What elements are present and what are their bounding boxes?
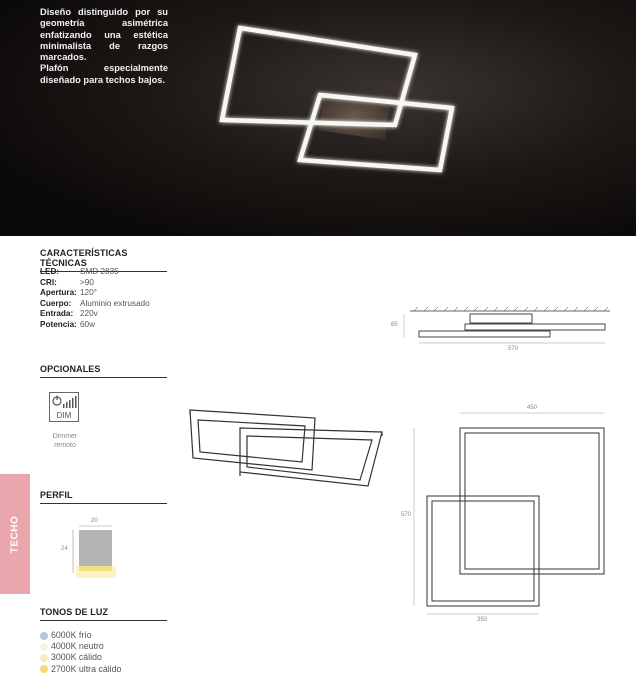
dimmer-caption-line: Dimmer — [52, 433, 78, 440]
tone-label: 3000K cálido — [51, 652, 102, 663]
dimmer-icon — [49, 392, 79, 422]
spec-row-cuerpo — [40, 299, 150, 310]
spec-value: SMD 2835 — [80, 267, 119, 276]
tone-swatch — [40, 665, 48, 673]
profile-width-label: 20 — [91, 518, 98, 524]
spec-label: LED: — [40, 267, 60, 276]
spec-value: 220v — [80, 309, 98, 319]
spec-label: Entrada: — [40, 309, 74, 319]
side-width-label: 570 — [508, 346, 519, 352]
tone-swatch — [40, 654, 48, 662]
specs-title: CARACTERÍSTICAS TÉCNICAS — [40, 248, 167, 272]
spec-label: Apertura: — [40, 288, 77, 298]
hero-description-text: Diseño distinguido por su geometría asimétrica enfatizando una estética minimalista de razgos marcados. — [40, 7, 168, 63]
category-tab-label: TECHO — [9, 515, 21, 553]
side-height-label: 65 — [391, 322, 398, 328]
tone-swatch — [40, 643, 48, 651]
tone-item-3000k — [40, 652, 121, 663]
hero-description — [40, 7, 168, 86]
spec-row-entrada — [40, 309, 150, 320]
tone-item-4000k — [40, 641, 121, 652]
spec-value: >90 — [80, 277, 94, 287]
spec-label: Cuerpo: — [40, 298, 72, 308]
tone-label: 6000K frío — [51, 630, 92, 640]
spec-value: 120° — [80, 288, 97, 298]
hero-banner — [0, 0, 636, 236]
top-height-label: 570 — [401, 512, 412, 518]
tones-title: TONOS DE LUZ — [40, 607, 167, 621]
profile-height-label: 24 — [61, 546, 68, 552]
tone-swatch — [40, 632, 48, 640]
spec-row-led — [40, 267, 150, 278]
specs-table — [40, 267, 150, 331]
spec-label: Potencia: — [40, 319, 77, 329]
tone-label: 4000K neutro — [51, 641, 104, 652]
hero-note-text: Plafón especialmente diseñado para techos bajos. — [40, 63, 168, 85]
tone-item-2700k — [40, 664, 121, 675]
side-view-drawing — [404, 307, 610, 343]
spec-label: CRI: — [40, 277, 57, 287]
power-bars-icon — [51, 394, 79, 412]
profile-title: PERFIL — [40, 490, 167, 504]
spec-value: Aluminio extrusado — [80, 298, 150, 308]
dim-label: DIM — [56, 411, 72, 420]
dimmer-caption — [40, 432, 90, 450]
category-tab — [0, 474, 30, 594]
top-width-upper-label: 450 — [527, 405, 538, 411]
dimmer-caption-line: remoto — [54, 442, 76, 449]
spec-row-potencia — [40, 320, 150, 331]
perspective-drawing — [190, 410, 382, 486]
spec-row-apertura — [40, 288, 150, 299]
top-width-lower-label: 350 — [477, 617, 488, 623]
optionals-title: OPCIONALES — [40, 364, 167, 378]
tone-label: 2700K ultra cálido — [51, 663, 122, 674]
spec-row-cri — [40, 278, 150, 289]
top-view-drawing — [414, 413, 604, 614]
tone-list — [40, 630, 121, 675]
tone-item-6000k — [40, 630, 121, 641]
spec-value: 60w — [80, 319, 96, 329]
